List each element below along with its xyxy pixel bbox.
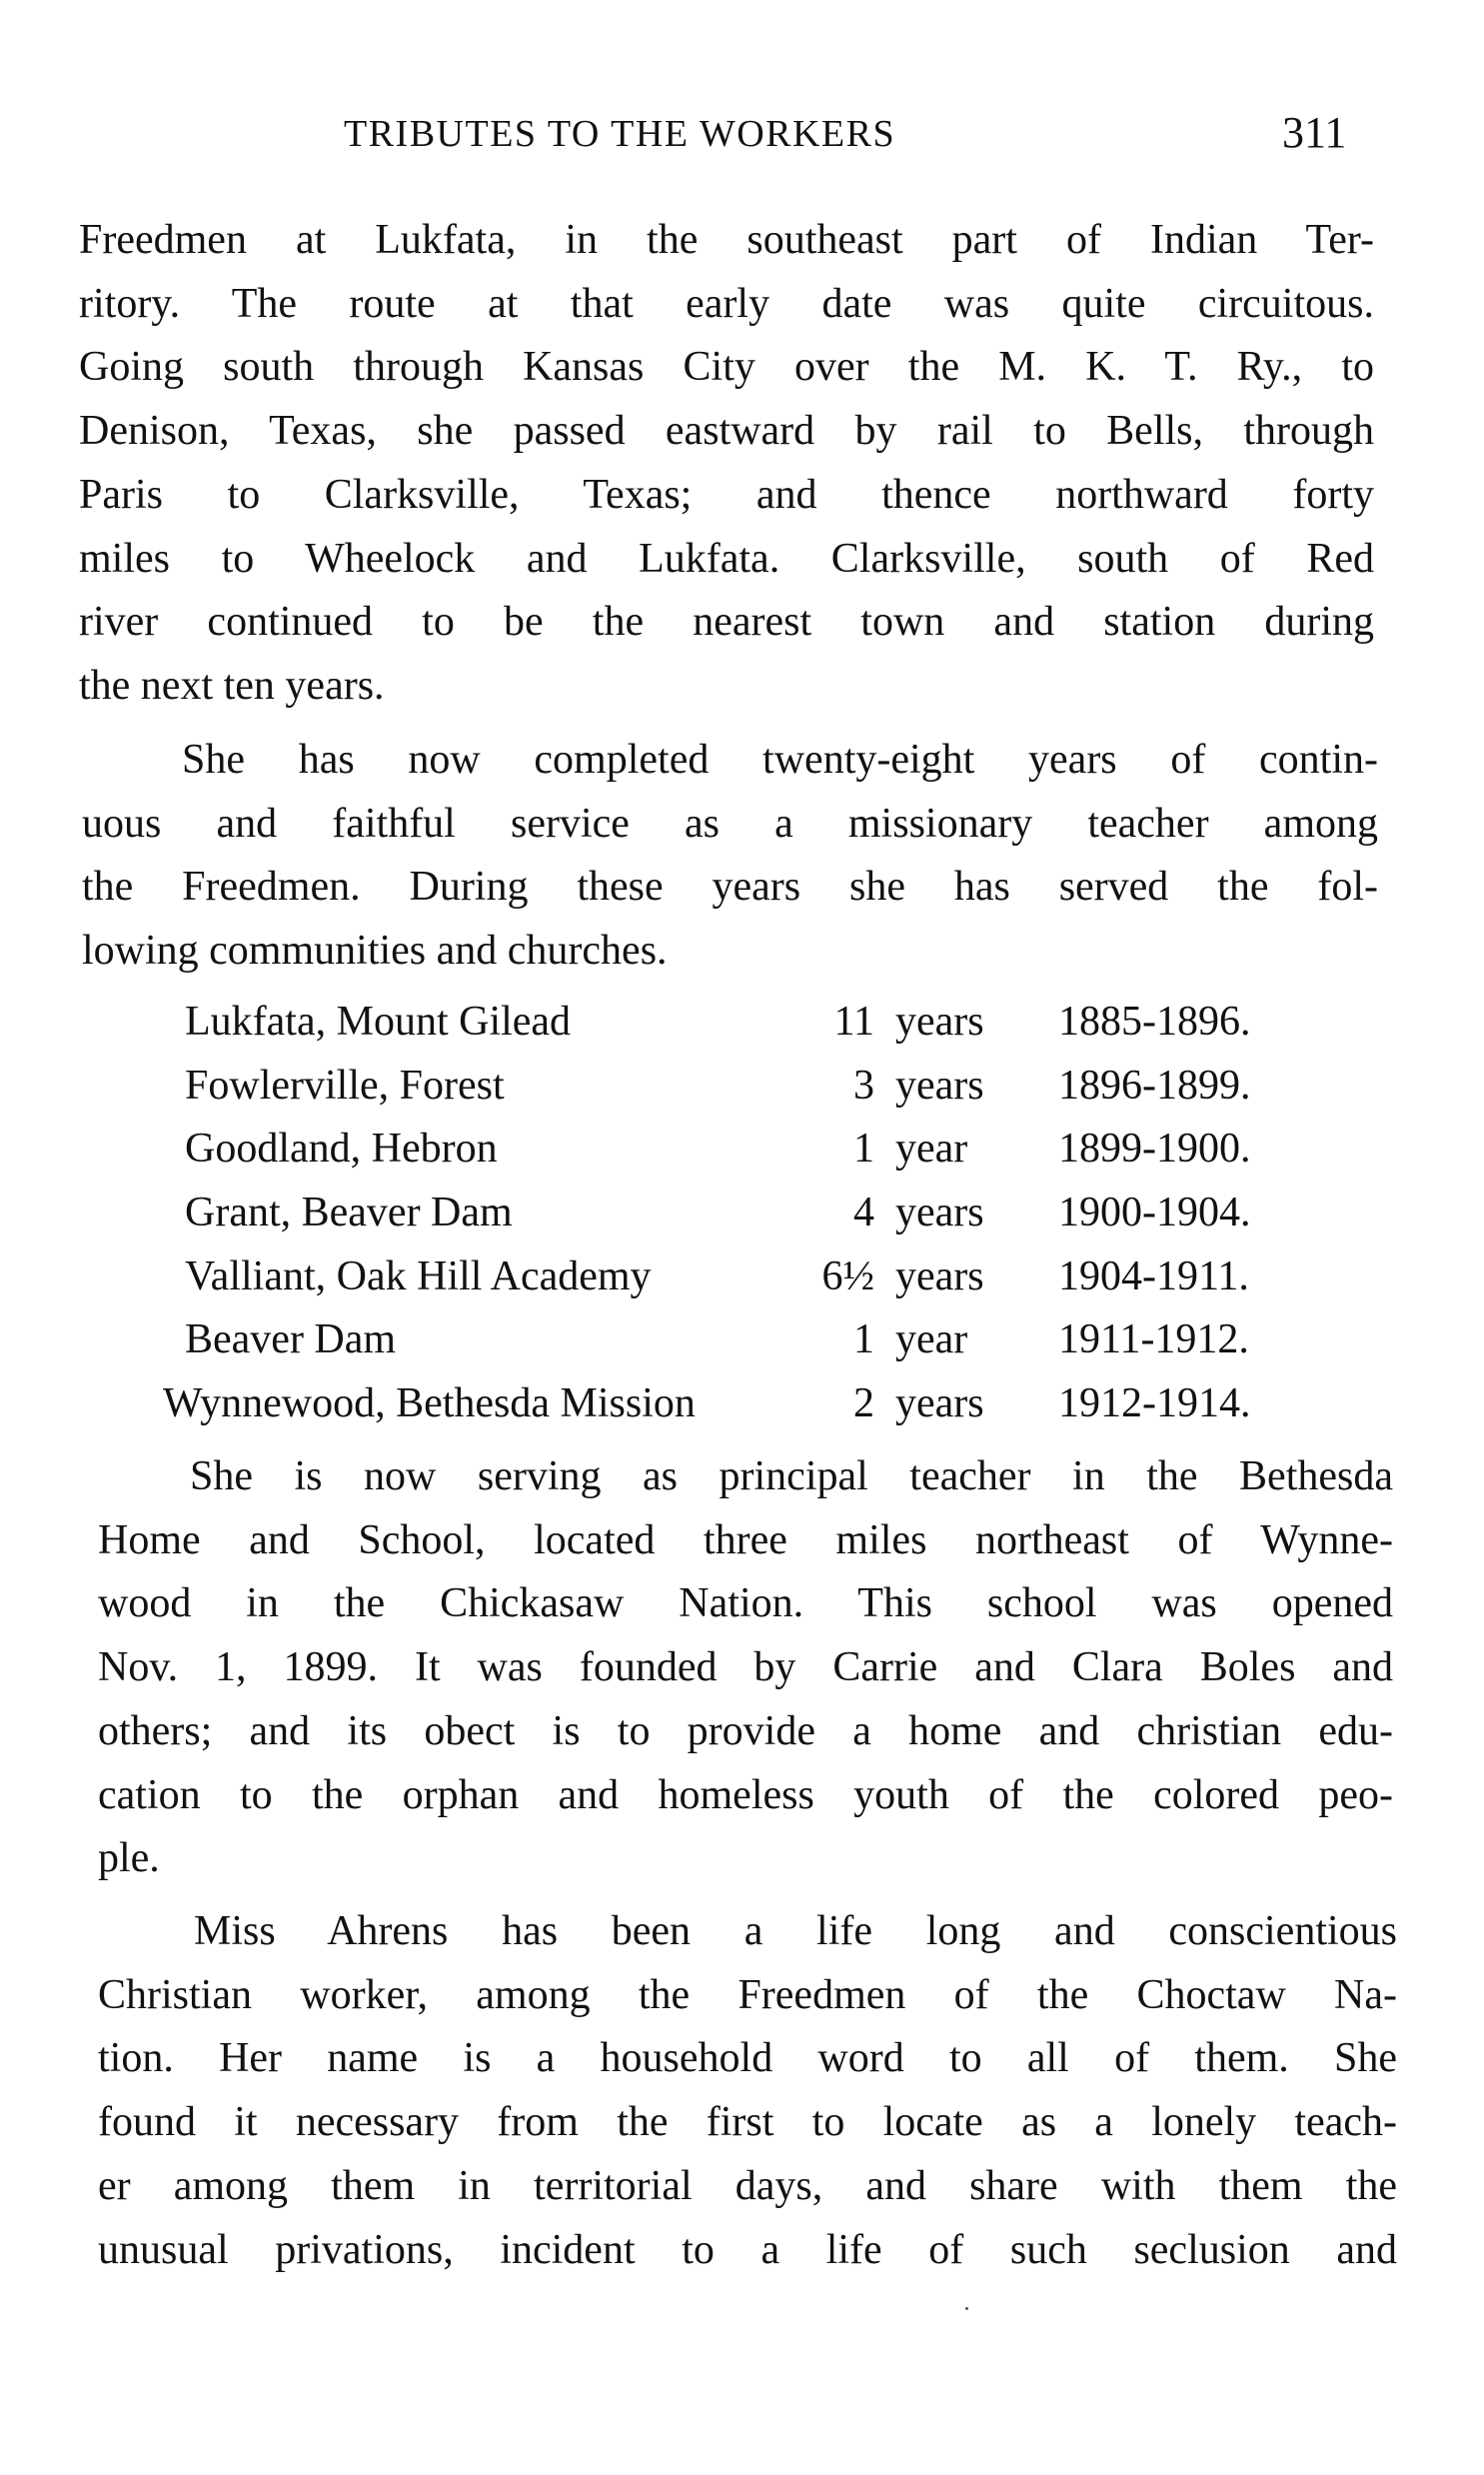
duration-count-cell: 1 [853,1316,874,1363]
text-line: She is now serving as principal teacher in the Bethesda [190,1453,1393,1499]
text-line: miles to Wheelock and Lukfata. Clarksville, south of Red [79,535,1374,582]
text-line: Freedmen at Lukfata, in the southeast part of Indian Ter- [79,217,1374,263]
print-speck [965,2307,968,2310]
place-cell: Valliant, Oak Hill Academy [185,1252,652,1299]
table-row [0,1245,1484,1309]
text-line: cation to the orphan and homeless youth of the colored peo- [98,1771,1393,1818]
text-line: found it necessary from the first to locate as a lonely teach- [98,2099,1397,2146]
place-cell: Lukfata, Mount Gilead [185,999,572,1045]
service-table [0,991,1484,1436]
text-line: She has now completed twenty-eight years of contin- [182,737,1378,783]
text-line: uous and faithful service as a missionary teacher among [82,800,1378,847]
duration-count-cell: 2 [853,1380,874,1427]
text-line: river continued to be the nearest town and station during [79,599,1374,646]
text-line: er among them in territorial days, and share with them the [98,2162,1397,2209]
table-row [0,991,1484,1055]
running-header: TRIBUTES TO THE WORKERS [344,113,896,155]
duration-count-cell: 1 [853,1126,874,1173]
text-line: unusual privations, incident to a life of such seclusion and [98,2226,1397,2273]
duration-unit-cell: year [895,1126,968,1173]
duration-unit-cell: years [895,1190,984,1237]
text-line: Nov. 1, 1899. It was founded by Carrie and Clara Boles and [98,1644,1393,1691]
paragraph [98,1900,1397,2282]
duration-unit-cell: years [895,1380,984,1427]
duration-unit-cell: years [895,1062,984,1109]
text-line: Christian worker, among the Freedmen of the Choctaw Na- [98,1971,1397,2018]
text-line: wood in the Chickasaw Nation. This school was opened [98,1580,1393,1627]
duration-count-cell: 11 [833,999,874,1045]
paragraph [98,1445,1393,1891]
duration-unit-cell: year [895,1316,968,1363]
duration-unit-cell: years [895,999,984,1045]
text-line: tion. Her name is a household word to all of them. She [98,2035,1397,2082]
text-line: ple. [98,1835,160,1882]
dates-cell: 1904-1911. [1058,1252,1249,1299]
text-line: Denison, Texas, she passed eastward by rail to Bells, through [79,408,1374,455]
text-line: Miss Ahrens has been a life long and conscientious [194,1908,1397,1954]
page-number: 311 [1282,108,1347,157]
text-line: the next ten years. [79,662,385,709]
dates-cell: 1896-1899. [1058,1062,1251,1109]
dates-cell: 1899-1900. [1058,1126,1251,1173]
text-line: others; and its obect is to provide a home and christian edu- [98,1707,1393,1754]
duration-count-cell: 3 [853,1062,874,1109]
paragraph [82,729,1378,984]
paragraph [79,209,1374,719]
text-line: Going south through Kansas City over the M. K. T. Ry., to [79,344,1374,391]
table-row [0,1182,1484,1245]
place-cell: Fowlerville, Forest [185,1062,505,1109]
dates-cell: 1912-1914. [1058,1380,1251,1427]
duration-count-cell: 6½ [821,1252,874,1299]
duration-unit-cell: years [895,1252,984,1299]
place-cell: Grant, Beaver Dam [185,1190,513,1237]
table-row [0,1372,1484,1436]
place-cell: Beaver Dam [185,1316,397,1363]
place-cell: Goodland, Hebron [185,1126,498,1173]
dates-cell: 1900-1904. [1058,1190,1251,1237]
text-line: Paris to Clarksville, Texas; and thence northward forty [79,471,1374,518]
text-line: Home and School, located three miles northeast of Wynne- [98,1516,1393,1563]
text-line: the Freedmen. During these years she has served the fol- [82,864,1378,911]
table-row [0,1055,1484,1119]
text-line: ritory. The route at that early date was quite circuitous. [79,280,1374,327]
dates-cell: 1911-1912. [1058,1316,1249,1363]
table-row [0,1308,1484,1372]
duration-count-cell: 4 [853,1190,874,1237]
dates-cell: 1885-1896. [1058,999,1251,1045]
place-cell: Wynnewood, Bethesda Mission [163,1380,696,1427]
table-row [0,1118,1484,1182]
text-line: lowing communities and churches. [82,928,668,975]
